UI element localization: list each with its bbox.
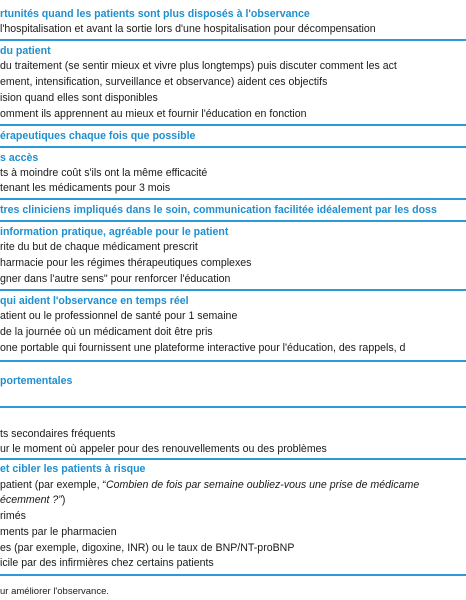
section-divider [0, 406, 466, 408]
section-heading-access: s accès [0, 152, 39, 164]
section-line: ts à moindre coût s'ils ont la même efficacité [0, 167, 208, 179]
section-line-question-cont [0, 494, 65, 507]
section-line: gner dans l'autre sens" pour renforcer l'éducation [0, 273, 231, 285]
section-divider [0, 574, 466, 576]
section-line: ments par le pharmacien [0, 526, 117, 538]
section-line-question [0, 479, 419, 492]
section-line: one portable qui fournissent une plateforme interactive pour l'éducation, des rappels, d [0, 342, 406, 354]
footnote: ur améliorer l'observance. [0, 586, 109, 597]
section-line: l'hospitalisation et avant la sortie lors d'une hospitalisation pour décompensation [0, 23, 376, 35]
section-divider [0, 360, 466, 362]
section-line: tenant les médicaments pour 3 mois [0, 182, 171, 194]
line-text-italic: Combien de fois par semaine oubliez-vous une prise de médicame [106, 479, 420, 491]
section-divider [0, 289, 466, 291]
section-line: rite du but de chaque médicament prescrit [0, 241, 198, 253]
section-divider [0, 124, 466, 126]
section-line: icile par des infirmières chez certains patients [0, 557, 214, 569]
section-line: ts secondaires fréquents [0, 428, 116, 440]
section-heading-opportunities: rtunités quand les patients sont plus disposés à l'observance [0, 8, 310, 20]
section-heading-behavioral: portementales [0, 375, 73, 387]
section-heading-information: information pratique, agréable pour le patient [0, 226, 229, 238]
section-heading-clinicians: tres cliniciens impliqués dans le soin, communication facilitée idéalement par les doss [0, 204, 437, 216]
section-line: omment ils apprennent au mieux et fournir l'éducation en fonction [0, 108, 307, 120]
section-divider [0, 198, 466, 200]
section-line: rimés [0, 510, 26, 522]
section-heading-therapeutic: érapeutiques chaque fois que possible [0, 130, 196, 142]
section-line: ur le moment où appeler pour des renouvellements ou des problèmes [0, 443, 327, 455]
section-line: ement, intensification, surveillance et observance) aident ces objectifs [0, 76, 328, 88]
section-divider [0, 458, 466, 460]
line-text: ) [61, 494, 66, 506]
section-line: atient ou le professionnel de santé pour 1 semaine [0, 310, 238, 322]
line-text-italic: écemment ?” [0, 494, 62, 506]
section-line: de la journée où un médicament doit être pris [0, 326, 213, 338]
section-line: harmacie pour les régimes thérapeutiques complexes [0, 257, 252, 269]
section-divider [0, 146, 466, 148]
section-divider [0, 39, 466, 41]
line-text: patient (par exemple, “ [0, 479, 106, 491]
section-line: ision quand elles sont disponibles [0, 92, 158, 104]
section-line: du traitement (se sentir mieux et vivre plus longtemps) puis discuter comment les act [0, 60, 397, 72]
section-line: es (par exemple, digoxine, INR) ou le taux de BNP/NT-proBNP [0, 542, 295, 554]
section-heading-realtime: qui aident l'observance en temps réel [0, 295, 189, 307]
section-divider [0, 220, 466, 222]
section-heading-patient: du patient [0, 45, 51, 57]
section-heading-risk: et cibler les patients à risque [0, 463, 146, 475]
